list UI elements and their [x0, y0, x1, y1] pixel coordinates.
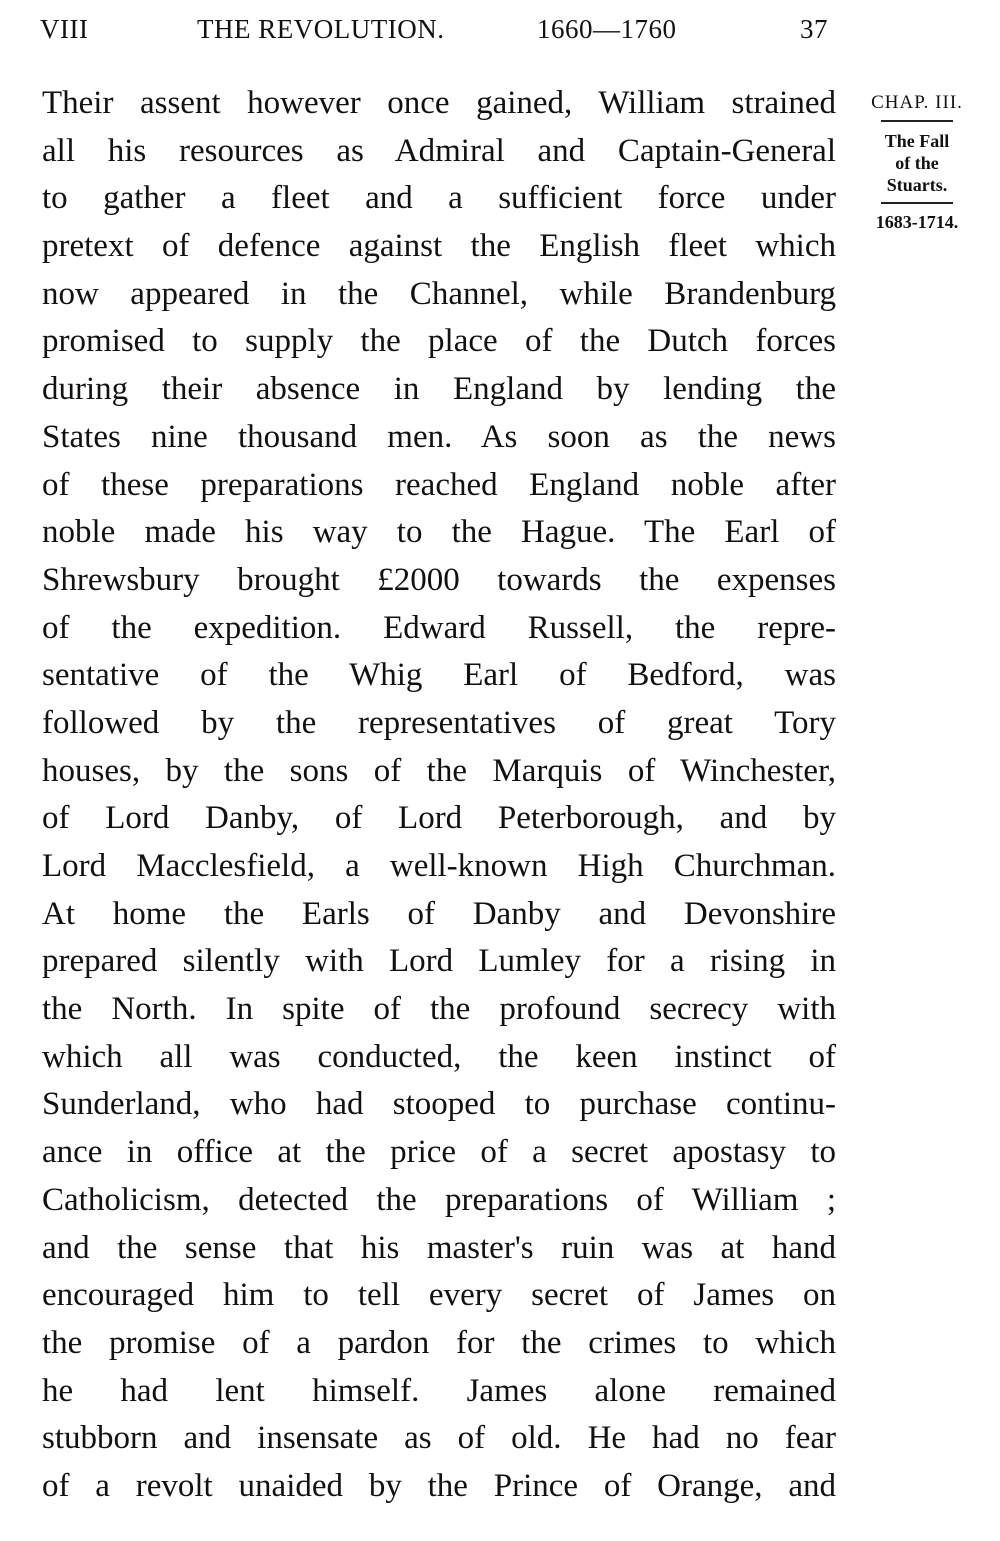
header-book-number: VIII — [40, 14, 89, 44]
margin-chapter: CHAP. III. — [871, 92, 963, 113]
body-line: Their assent however once gained, William strained — [42, 85, 836, 121]
body-line: he had lent himself. James alone remained — [42, 1372, 836, 1409]
body-line: At home the Earls of Danby and Devonshire — [42, 895, 836, 932]
body-line: of a revolt unaided by the Prince of Orange, and — [42, 1467, 836, 1504]
body-line: during their absence in England by lending the — [42, 371, 836, 408]
body-line: States nine thousand men. As soon as the news — [42, 418, 836, 455]
header-title: THE REVOLUTION. — [197, 14, 445, 44]
header-years: 1660—1760 — [537, 14, 677, 44]
body-line: promised to supply the place of the Dutch forces — [42, 323, 836, 360]
body-line: houses, by the sons of the Marquis of Winchester, — [42, 752, 836, 789]
body-line: of the expedition. Edward Russell, the repre- — [42, 609, 836, 646]
margin-note — [856, 92, 978, 233]
page-number: 37 — [800, 14, 828, 44]
body-line: now appeared in the Channel, while Brandenburg — [42, 275, 836, 312]
body-text — [42, 80, 836, 1511]
body-line: all his resources as Admiral and Captain-General — [42, 132, 836, 169]
body-line: and the sense that his master's ruin was at hand — [42, 1229, 836, 1266]
body-line: of these preparations reached England noble after — [42, 466, 836, 503]
body-line: Sunderland, who had stooped to purchase continu- — [42, 1086, 836, 1123]
body-line: the North. In spite of the profound secrecy with — [42, 991, 836, 1028]
body-line: of Lord Danby, of Lord Peterborough, and by — [42, 800, 836, 837]
body-line: to gather a fleet and a sufficient force under — [42, 180, 836, 217]
body-line: the promise of a pardon for the crimes to which — [42, 1324, 836, 1361]
body-line: pretext of defence against the English fleet which — [42, 228, 836, 265]
body-line: stubborn and insensate as of old. He had no fear — [42, 1420, 836, 1457]
body-line: Lord Macclesfield, a well-known High Churchman. — [42, 848, 836, 884]
body-line: sentative of the Whig Earl of Bedford, was — [42, 657, 836, 694]
body-line: encouraged him to tell every secret of James on — [42, 1277, 836, 1314]
margin-rule — [881, 120, 953, 122]
margin-rule — [881, 202, 953, 204]
margin-years: 1683-1714. — [875, 212, 959, 232]
margin-heading-line: of the — [895, 153, 939, 173]
body-line: prepared silently with Lord Lumley for a rising in — [42, 943, 836, 980]
margin-heading-line: The Fall — [884, 131, 950, 151]
running-header — [0, 14, 1000, 54]
body-line: ance in office at the price of a secret apostasy to — [42, 1134, 836, 1171]
body-line: which all was conducted, the keen instinct of — [42, 1038, 836, 1075]
body-line: noble made his way to the Hague. The Earl of — [42, 514, 836, 551]
body-line: Catholicism, detected the preparations of William ; — [42, 1181, 836, 1218]
margin-heading-line: Stuarts. — [886, 175, 948, 195]
body-line: Shrewsbury brought £2000 towards the expenses — [42, 561, 836, 598]
body-line: followed by the representatives of great Tory — [42, 704, 836, 741]
